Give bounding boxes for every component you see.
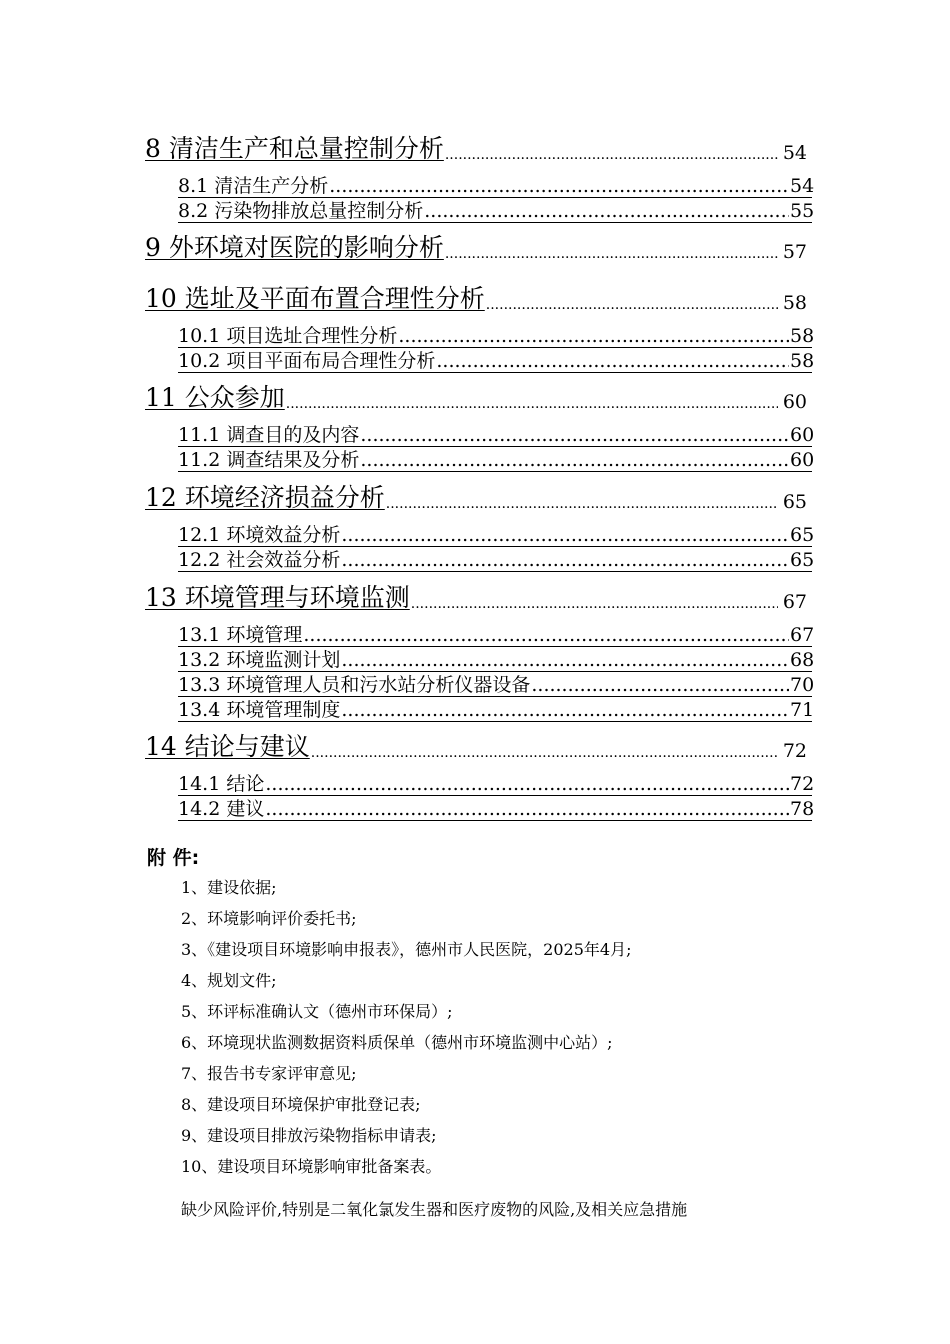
toc-title: 11.2 调查结果及分析 xyxy=(178,449,360,471)
toc-title: 14.2 建议 xyxy=(178,798,265,820)
toc-leader xyxy=(360,424,789,446)
toc-leader xyxy=(424,200,789,222)
toc-leader xyxy=(265,773,789,795)
toc-page: 67 xyxy=(790,624,815,646)
toc-page: 65 xyxy=(782,491,807,513)
toc-entry-13-2[interactable] xyxy=(178,649,815,672)
review-remark: 缺少风险评价,特别是二氧化氯发生器和医疗废物的风险,及相关应急措施 xyxy=(181,1200,688,1219)
attachment-item: 9、建设项目排放污染物指标申请表; xyxy=(181,1126,437,1145)
toc-entry-10-1[interactable] xyxy=(178,325,815,348)
toc-entry-chapter-13[interactable] xyxy=(145,583,807,613)
toc-title: 8.2 污染物排放总量控制分析 xyxy=(178,200,424,222)
toc-page: 71 xyxy=(790,699,815,721)
toc-entry-14-1[interactable] xyxy=(178,773,815,796)
toc-entry-11-1[interactable] xyxy=(178,424,815,447)
toc-title: 13.3 环境管理人员和污水站分析仪器设备 xyxy=(178,674,531,696)
toc-leader xyxy=(445,146,778,164)
toc-page: 58 xyxy=(782,292,807,314)
toc-entry-8-2[interactable] xyxy=(178,200,815,223)
toc-page: 67 xyxy=(782,591,807,613)
toc-title: 11.1 调查目的及内容 xyxy=(178,424,360,446)
toc-page: 55 xyxy=(790,200,815,222)
toc-title: 13.1 环境管理 xyxy=(178,624,303,646)
toc-page: 65 xyxy=(790,549,815,571)
toc-page: 72 xyxy=(782,740,807,762)
toc-title: 12 环境经济损益分析 xyxy=(145,483,385,512)
toc-leader xyxy=(341,524,789,546)
toc-page: 54 xyxy=(782,142,807,164)
attachments-list xyxy=(181,878,821,1188)
toc-title: 14 结论与建议 xyxy=(145,732,310,761)
toc-title: 9 外环境对医院的影响分析 xyxy=(145,233,444,262)
toc-entry-chapter-9[interactable] xyxy=(145,233,807,263)
toc-leader xyxy=(360,449,789,471)
toc-entry-chapter-8[interactable] xyxy=(145,134,807,164)
toc-entry-13-3[interactable] xyxy=(178,674,815,697)
attachment-item: 7、报告书专家评审意见; xyxy=(181,1064,357,1083)
toc-leader xyxy=(531,674,789,696)
toc-title: 10.1 项目选址合理性分析 xyxy=(178,325,398,347)
toc-leader xyxy=(486,296,778,314)
toc-page: 60 xyxy=(790,449,815,471)
toc-entry-chapter-12[interactable] xyxy=(145,483,807,513)
attachment-item: 3、《建设项目环境影响申报表》，德州市人民医院，2025年4月; xyxy=(181,940,632,959)
toc-leader xyxy=(386,495,778,513)
toc-title: 8 清洁生产和总量控制分析 xyxy=(145,134,444,163)
toc-leader xyxy=(398,325,789,347)
toc-page: 54 xyxy=(790,175,815,197)
toc-page: 78 xyxy=(790,798,815,820)
toc-page: 65 xyxy=(790,524,815,546)
toc-leader xyxy=(311,744,778,762)
toc-title: 12.2 社会效益分析 xyxy=(178,549,341,571)
toc-entry-8-1[interactable] xyxy=(178,175,815,198)
toc-title: 12.1 环境效益分析 xyxy=(178,524,341,546)
attachment-item: 1、建设依据; xyxy=(181,878,277,897)
toc-leader xyxy=(436,350,789,372)
attachment-item: 10、建设项目环境影响审批备案表。 xyxy=(181,1157,442,1176)
toc-leader xyxy=(341,699,789,721)
toc-leader xyxy=(445,245,778,263)
toc-title: 13 环境管理与环境监测 xyxy=(145,583,410,612)
attachments-heading: 附 件: xyxy=(147,847,200,869)
toc-leader xyxy=(303,624,789,646)
toc-page: 57 xyxy=(782,241,807,263)
attachment-item: 4、规划文件; xyxy=(181,971,277,990)
toc-entry-chapter-10[interactable] xyxy=(145,284,807,314)
toc-page: 68 xyxy=(790,649,815,671)
toc-entry-chapter-11[interactable] xyxy=(145,383,807,413)
toc-page: 70 xyxy=(790,674,815,696)
toc-title: 8.1 清洁生产分析 xyxy=(178,175,329,197)
toc-page: 60 xyxy=(782,391,807,413)
toc-leader xyxy=(329,175,789,197)
attachment-item: 8、建设项目环境保护审批登记表; xyxy=(181,1095,421,1114)
toc-leader xyxy=(265,798,789,820)
toc-page: 58 xyxy=(790,350,815,372)
toc-entry-12-2[interactable] xyxy=(178,549,815,572)
toc-title: 11 公众参加 xyxy=(145,383,285,412)
toc-title: 13.2 环境监测计划 xyxy=(178,649,341,671)
toc-entry-13-4[interactable] xyxy=(178,699,815,722)
toc-page: 72 xyxy=(790,773,815,795)
toc-leader xyxy=(341,549,789,571)
toc-title: 14.1 结论 xyxy=(178,773,265,795)
toc-entry-14-2[interactable] xyxy=(178,798,815,821)
toc-leader xyxy=(286,395,778,413)
toc-entry-12-1[interactable] xyxy=(178,524,815,547)
toc-leader xyxy=(411,595,778,613)
toc-entry-chapter-14[interactable] xyxy=(145,732,807,762)
toc-title: 10 选址及平面布置合理性分析 xyxy=(145,284,485,313)
toc-page: 58 xyxy=(790,325,815,347)
attachment-item: 5、环评标准确认文（德州市环保局）; xyxy=(181,1002,453,1021)
toc-title: 13.4 环境管理制度 xyxy=(178,699,341,721)
attachment-item: 6、环境现状监测数据资料质保单（德州市环境监测中心站）; xyxy=(181,1033,613,1052)
toc-entry-11-2[interactable] xyxy=(178,449,815,472)
attachment-item: 2、环境影响评价委托书; xyxy=(181,909,357,928)
toc-entry-10-2[interactable] xyxy=(178,350,815,373)
toc-leader xyxy=(341,649,789,671)
toc-title: 10.2 项目平面布局合理性分析 xyxy=(178,350,436,372)
toc-entry-13-1[interactable] xyxy=(178,624,815,647)
toc-page: 60 xyxy=(790,424,815,446)
